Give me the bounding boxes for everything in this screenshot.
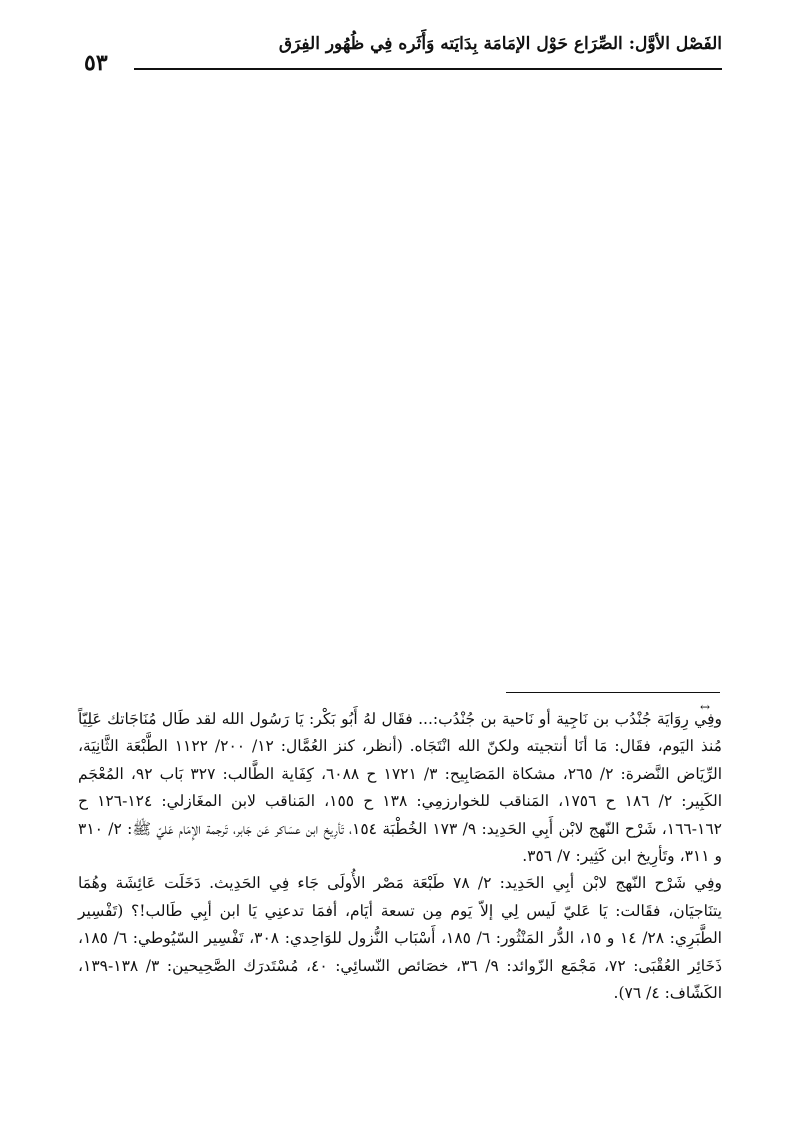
footnote-paragraph-2: وفِي شَرْح النّهج لابْن أبِي الحَدِيد: ٢/ ٧٨ طَبْعَة مَصْر الأُولَى جَاء فِي الحَدِيث. دَخَلَت عَائِشَة وهُمَا يتنَاجيَان، فقَالت: يَا عَليّ لَيس لِي إلاّ يَوم مِن تسعة أيَام، أفمَا تدعنِي يَا ابن أبِي طَالب!؟ (تَفْسِير الطَّبَرِي: ٢٨/ ١٤ و ١٥، الدُّر المَنْثُور: ٦/ ١٨٥، أَسْبَاب النُّزول للوَاحِدي: ٣٠٨، تَفْسِير السّيُوطي: ٦/ ١٨٥، ذَخَائِر العُقْبَى: ٧٢، مَجْمَع الزّوائد: ٩/ ٣٦، خصَائص النّسائِي: ٤٠، مُسْتَدرَك الصَّحِيحين: ٣/ ١٣٨-١٣٩، الكَشّاف: ٤/ ٧٦). (78, 874, 722, 1003)
footnote-divider (506, 692, 720, 693)
footnotes-section (78, 706, 722, 1007)
header-divider (134, 68, 722, 70)
page-header (82, 34, 722, 80)
chapter-title: الفَصْل الأوَّل: الصِّرَاع حَوْل الإمَامَة بِدَايَته وَأَثَره فِي ظُهُور الفِرَق (278, 34, 722, 54)
footnote-marker-icon: ↔ (700, 700, 711, 714)
footnote-paragraph-1: وفِي رِوَايَة جُنْدُب بن نَاجِية أو نَاحية بن جُنْدُب:... فقَال لهُ أَبُو بَكْر: يَا رَسُول الله لقد طَال مُنَاجَاتك عَلِيّاً مُنذ اليَوم، فقَال: مَا أنَا أنتجيته ولكنّ الله انْتَجَاه. (أنظر، كنز العُمَّال: ١٢/ ٢٠٠/ ١١٢٢ الطَّبْعَة الثَّانِيَة، الرِّيَاض النَّضرة: ٢/ ٢٦٥، مشكاة المَصَابِيح: ٣/ ١٧٢١ ح ٦٠٨٨، كِفَاية الطَّالب: ٣٢٧ بَاب ٩٢، المُعْجَم الكَبِير: ٢/ ١٨٦ ح ١٧٥٦، المَناقب للخوارزمِي: ١٣٨ ح ١٥٥، المَناقب لابن المغَازلي: ١٢٤-١٢٦ ح ١٦٢-١٦٦، شَرْح النّهج لابْن أَبِي الحَدِيد: ٩/ ١٧٣ الخُطْبَة ١٥٤، تَأرِيخ ابن عسَاكر عَن جَابر، تَرجمة الإِمَام عَليّ ﷺ: ٢/ ٣١٠ و ٣١١، وتَأرِيخ ابن كَثِير: ٧/ ٣٥٦. (78, 710, 723, 866)
page-number: ٥٣ (84, 50, 108, 76)
